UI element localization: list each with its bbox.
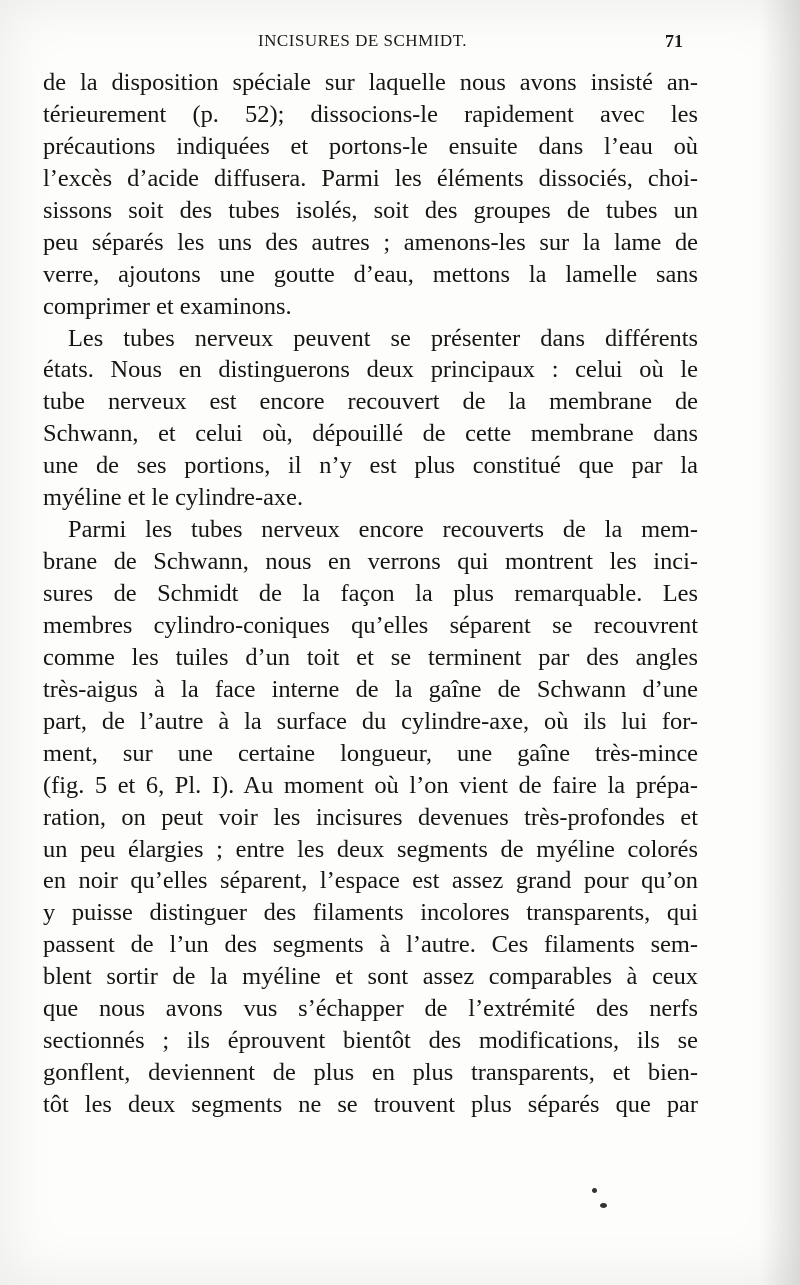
- text-line: tube nerveux est encore recouvert de la membrane de: [43, 388, 698, 416]
- text-line: y puisse distinguer des filaments incolores transparents, qui: [43, 899, 698, 927]
- text-line: comme les tuiles d’un toit et se terminent par des angles: [43, 643, 698, 671]
- text-line: membres cylindro-coniques qu’elles séparent se recouvrent: [43, 611, 698, 639]
- text-line: ration, on peut voir les incisures devenues très-profondes et: [43, 803, 698, 831]
- text-line: sectionnés ; ils éprouvent bientôt des modifications, ils se: [43, 1027, 698, 1055]
- text-line: myéline et le cylindre-axe.: [43, 484, 304, 512]
- text-line: états. Nous en distinguerons deux principaux : celui où le: [43, 356, 698, 384]
- page-number: 71: [665, 31, 683, 51]
- body-text: [43, 67, 698, 1121]
- text-line: comprimer et examinons.: [43, 292, 292, 320]
- text-line: un peu élargies ; entre les deux segments de myéline colorés: [43, 835, 698, 863]
- text-line: térieurement (p. 52); dissocions-le rapidement avec les: [43, 100, 698, 128]
- text-line: Parmi les tubes nerveux encore recouverts de la mem-: [68, 516, 698, 544]
- text-line: verre, ajoutons une goutte d’eau, mettons la lamelle sans: [43, 260, 698, 288]
- text-line: Schwann, et celui où, dépouillé de cette membrane dans: [43, 420, 698, 448]
- text-line: peu séparés les uns des autres ; amenons-les sur la lame de: [43, 228, 698, 256]
- text-line: (fig. 5 et 6, Pl. I). Au moment où l’on vient de faire la prépa-: [43, 771, 698, 799]
- text-line: de la disposition spéciale sur laquelle nous avons insisté an-: [43, 69, 698, 96]
- text-line: tôt les deux segments ne se trouvent plus séparés que par: [43, 1091, 698, 1118]
- text-line: en noir qu’elles séparent, l’espace est assez grand pour qu’on: [43, 867, 698, 895]
- text-line: une de ses portions, il n’y est plus constitué que par la: [43, 452, 698, 480]
- text-line: très-aigus à la face interne de la gaîne de Schwann d’une: [43, 675, 698, 703]
- text-line: ment, sur une certaine longueur, une gaîne très-mince: [43, 739, 698, 767]
- text-line: gonflent, deviennent de plus en plus transparents, et bien-: [43, 1059, 698, 1087]
- text-line: Les tubes nerveux peuvent se présenter dans différents: [68, 324, 698, 352]
- text-line: que nous avons vus s’échapper de l’extrémité des nerfs: [43, 995, 698, 1023]
- page-edge-shadow: [760, 0, 800, 1285]
- text-line: sures de Schmidt de la façon la plus remarquable. Les: [43, 580, 698, 607]
- text-line: précautions indiquées et portons-le ensuite dans l’eau où: [43, 132, 698, 160]
- text-line: blent sortir de la myéline et sont assez comparables à ceux: [43, 963, 698, 991]
- print-speck: [600, 1203, 607, 1208]
- text-line: part, de l’autre à la surface du cylindre-axe, où ils lui for-: [43, 707, 698, 735]
- running-title: INCISURES DE SCHMIDT.: [257, 31, 467, 50]
- text-line: passent de l’un des segments à l’autre. Ces filaments sem-: [43, 931, 698, 959]
- text-line: sissons soit des tubes isolés, soit des groupes de tubes un: [43, 196, 698, 224]
- print-speck: [592, 1188, 597, 1193]
- page-header: [42, 31, 683, 57]
- text-line: brane de Schwann, nous en verrons qui montrent les inci-: [43, 548, 698, 576]
- text-line: l’excès d’acide diffusera. Parmi les éléments dissociés, choi-: [43, 164, 698, 192]
